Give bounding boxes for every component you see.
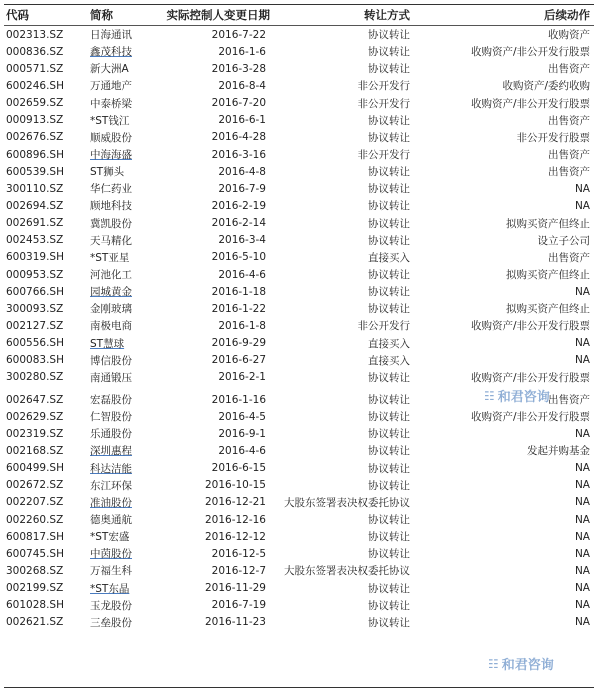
cell-method: 协议转让 [368,217,410,230]
cell-method: 协议转让 [368,514,410,526]
cell-name: ST慧球 [90,337,125,350]
cell-date: 2016-4-28 [211,131,266,144]
table-row [4,180,594,197]
cell-method: 协议转让 [368,234,410,247]
cell-code: 300280.SZ [6,371,64,384]
cell-date: 2016-5-10 [211,251,266,264]
cell-date: 2016-9-1 [218,427,266,440]
table-row [4,614,594,631]
cell-action: 拟购买资产但终止 [506,303,590,316]
cell-date: 2016-2-1 [218,371,266,384]
cell-name: 天马精化 [90,234,132,247]
cell-method: 大股东签署表决权委托协议 [284,496,410,509]
cell-date: 2016-7-19 [211,599,266,612]
table-row [4,369,594,386]
cell-name: 南通锻压 [90,371,132,384]
cell-name: 深圳惠程 [90,445,132,458]
table-row [4,494,594,511]
cell-method: 协议转让 [368,200,410,213]
watermark-bottom-icon: ☷ [488,656,499,671]
watermark [484,386,550,405]
cell-method: 非公开发行 [357,97,410,110]
table-row [4,562,594,579]
cell-name: 新大洲A [90,63,129,76]
cell-method: 非公开发行 [357,320,410,333]
cell-name: 准油股份 [90,496,132,509]
table-row [4,317,594,334]
cell-action: 设立子公司 [537,234,590,247]
table-row [4,95,594,112]
cell-code: 002694.SZ [6,199,64,212]
cell-name: *ST钱江 [90,114,130,127]
table-row [4,146,594,163]
cell-name: 乐通股份 [90,428,132,441]
cell-action: 出售资产 [548,114,590,127]
cell-method: 协议转让 [368,548,410,561]
cell-code: 600766.SH [6,285,64,298]
cell-date: 2016-1-8 [218,319,266,332]
cell-action: 拟购买资产但终止 [506,217,590,230]
table-row [4,43,594,60]
cell-method: 大股东签署表决权委托协议 [284,565,410,578]
cell-date: 2016-6-1 [218,114,266,127]
table-row [4,215,594,232]
cell-method: 协议转让 [368,582,410,595]
cell-name: 河池化工 [90,269,132,282]
header-date: 实际控制人变更日期 [166,8,270,22]
cell-method: 协议转让 [368,394,410,407]
cell-date: 2016-3-4 [218,234,266,247]
cell-date: 2016-12-21 [204,496,266,509]
table-row [4,511,594,528]
cell-action: NA [574,479,590,492]
cell-code: 600499.SH [6,462,64,475]
cell-code: 002659.SZ [6,97,64,110]
table-row [4,77,594,94]
cell-name: 万通地产 [90,80,132,93]
cell-code: 600539.SH [6,165,64,178]
cell-code: 000913.SZ [6,114,64,127]
cell-code: 002127.SZ [6,319,64,332]
table-row [4,597,594,614]
cell-method: 直接买入 [368,251,410,264]
cell-name: 鑫茂科技 [90,46,132,59]
cell-date: 2016-3-16 [211,148,266,161]
cell-action: NA [574,582,590,595]
cell-method: 协议转让 [368,479,410,492]
cell-name: 华仁药业 [90,183,132,196]
cell-name: *ST东晶 [90,582,130,595]
cell-action: NA [574,354,590,367]
header-name: 简称 [90,8,113,22]
cell-action: NA [574,599,590,612]
cell-code: 002621.SZ [6,616,64,629]
cell-date: 2016-4-5 [218,410,266,423]
cell-code: 002647.SZ [6,393,64,406]
cell-action: 拟购买资产但终止 [506,269,590,282]
table-row [4,477,594,494]
cell-action: NA [574,496,590,509]
cell-name: 东江环保 [90,479,132,492]
cell-code: 002319.SZ [6,427,64,440]
cell-action: NA [574,530,590,543]
cell-date: 2016-12-7 [211,564,266,577]
cell-name: 顾地科技 [90,200,132,213]
cell-action: NA [574,513,590,526]
cell-name: 宏磊股份 [90,394,132,407]
cell-date: 2016-12-16 [204,513,266,526]
cell-code: 600083.SH [6,354,64,367]
cell-date: 2016-4-6 [218,268,266,281]
cell-action: NA [574,182,590,195]
cell-date: 2016-7-22 [211,28,266,41]
table-row [4,249,594,266]
cell-method: 协议转让 [368,29,410,42]
table-row [4,197,594,214]
cell-name: 日海通讯 [90,29,132,42]
cell-name: 玉龙股份 [90,599,132,612]
table-row [4,232,594,249]
cell-date: 2016-2-19 [211,199,266,212]
cell-code: 002672.SZ [6,479,64,492]
watermark-bottom [488,654,554,673]
cell-code: 300268.SZ [6,564,64,577]
cell-code: 002313.SZ [6,28,64,41]
cell-action: 出售资产 [548,63,590,76]
table-row [4,60,594,77]
table-row [4,129,594,146]
cell-date: 2016-6-15 [211,462,266,475]
header-code: 代码 [6,8,29,22]
cell-method: 协议转让 [368,63,410,76]
cell-date: 2016-1-22 [211,302,266,315]
cell-action: 非公开发行股票 [516,131,590,144]
cell-code: 000953.SZ [6,268,64,281]
cell-code: 002168.SZ [6,444,64,457]
cell-name: 科达洁能 [90,462,132,475]
cell-date: 2016-1-18 [211,285,266,298]
table-row [4,266,594,283]
cell-action: 出售资产 [548,149,590,162]
cell-date: 2016-6-27 [211,354,266,367]
cell-method: 协议转让 [368,303,410,316]
cell-code: 600319.SH [6,251,64,264]
cell-date: 2016-11-29 [204,582,266,595]
table-row [4,528,594,545]
cell-method: 协议转让 [368,462,410,475]
cell-code: 002207.SZ [6,496,64,509]
cell-date: 2016-7-9 [218,182,266,195]
table-row [4,545,594,562]
cell-code: 600745.SH [6,547,64,560]
cell-name: 中泰桥梁 [90,97,132,110]
watermark-bottom-text: 和君咨询 [501,658,554,673]
cell-name: 博信股份 [90,354,132,367]
cell-method: 协议转让 [368,183,410,196]
cell-name: 金刚玻璃 [90,303,132,316]
cell-action: 收购资产/非公开发行股票 [470,320,590,333]
cell-action: 收购资产 [548,29,590,42]
cell-name: ST狮头 [90,166,125,179]
header-method: 转让方式 [364,8,410,22]
cell-method: 协议转让 [368,531,410,544]
cell-action: NA [574,616,590,629]
cell-name: *ST宏盛 [90,531,130,544]
cell-name: 冀凯股份 [90,217,132,230]
cell-method: 协议转让 [368,166,410,179]
cell-method: 协议转让 [368,131,410,144]
cell-action: NA [574,462,590,475]
cell-code: 002453.SZ [6,234,64,247]
watermark-text: 和君咨询 [497,390,550,405]
cell-date: 2016-10-15 [204,479,266,492]
stock-table [4,4,594,631]
cell-action: NA [574,199,590,212]
cell-code: 300093.SZ [6,302,64,315]
cell-name: 三垒股份 [90,616,132,629]
cell-code: 002199.SZ [6,582,64,595]
cell-code: 600817.SH [6,530,64,543]
cell-action: NA [574,564,590,577]
table-row [4,300,594,317]
cell-code: 000571.SZ [6,62,64,75]
table-row [4,352,594,369]
cell-action: 发起并购基金 [527,445,590,458]
cell-name: 园城黄金 [90,286,132,299]
cell-name: 德奥通航 [90,514,132,526]
cell-code: 600246.SH [6,79,64,92]
cell-code: 601028.SH [6,599,64,612]
cell-code: 002629.SZ [6,410,64,423]
cell-name: 南极电商 [90,320,132,333]
cell-method: 直接买入 [368,337,410,350]
table-row [4,580,594,597]
cell-method: 协议转让 [368,114,410,127]
cell-code: 600556.SH [6,337,64,350]
table-bottom-rule [4,687,594,688]
cell-action: 收购资产/非公开发行股票 [470,46,590,59]
cell-date: 2016-4-8 [218,165,266,178]
cell-action: 出售资产 [548,166,590,179]
cell-method: 协议转让 [368,616,410,629]
cell-name: 万福生科 [90,565,132,578]
cell-code: 002676.SZ [6,131,64,144]
table-row [4,26,594,43]
cell-action: NA [574,285,590,298]
table-row [4,112,594,129]
cell-date: 2016-8-4 [218,79,266,92]
cell-action: 出售资产 [548,251,590,264]
cell-method: 非公开发行 [357,149,410,162]
cell-date: 2016-7-20 [211,97,266,110]
cell-code: 002691.SZ [6,217,64,230]
watermark-icon: ☷ [484,388,495,403]
cell-date: 2016-4-6 [218,444,266,457]
cell-code: 300110.SZ [6,182,64,195]
table-body [4,26,594,631]
header-action: 后续动作 [544,8,590,22]
cell-method: 协议转让 [368,371,410,384]
cell-date: 2016-1-16 [211,393,266,406]
table-row [4,283,594,300]
table-row [4,335,594,352]
cell-action: 收购资产/委约收购 [502,80,590,93]
cell-date: 2016-11-23 [204,616,266,629]
cell-action: 出售资产 [548,394,590,407]
cell-method: 协议转让 [368,428,410,441]
cell-name: 顺威股份 [90,131,132,144]
cell-action: NA [574,547,590,560]
cell-method: 协议转让 [368,286,410,299]
cell-method: 协议转让 [368,599,410,612]
table-row [4,408,594,425]
cell-method: 协议转让 [368,269,410,282]
cell-action: 收购资产/非公开发行股票 [470,97,590,110]
cell-code: 002260.SZ [6,513,64,526]
cell-action: 收购资产/非公开发行股票 [470,411,590,424]
cell-date: 2016-9-29 [211,337,266,350]
cell-name: *ST亚星 [90,251,130,264]
cell-date: 2016-12-12 [204,530,266,543]
cell-code: 000836.SZ [6,45,64,58]
cell-date: 2016-3-28 [211,62,266,75]
cell-action: 收购资产/非公开发行股票 [470,371,590,384]
cell-method: 协议转让 [368,46,410,59]
cell-name: 中海海盛 [90,149,132,162]
cell-action: NA [574,427,590,440]
cell-method: 协议转让 [368,411,410,424]
cell-code: 600896.SH [6,148,64,161]
cell-method: 直接买入 [368,354,410,367]
cell-date: 2016-1-6 [218,45,266,58]
table-row [4,442,594,459]
cell-date: 2016-12-5 [211,547,266,560]
cell-date: 2016-2-14 [211,217,266,230]
cell-name: 中茵股份 [90,548,132,561]
cell-method: 非公开发行 [357,80,410,93]
table-row [4,460,594,477]
table-row [4,163,594,180]
cell-name: 仁智股份 [90,411,132,424]
table-row [4,425,594,442]
table-header [4,4,594,26]
cell-method: 协议转让 [368,445,410,458]
cell-action: NA [574,337,590,350]
